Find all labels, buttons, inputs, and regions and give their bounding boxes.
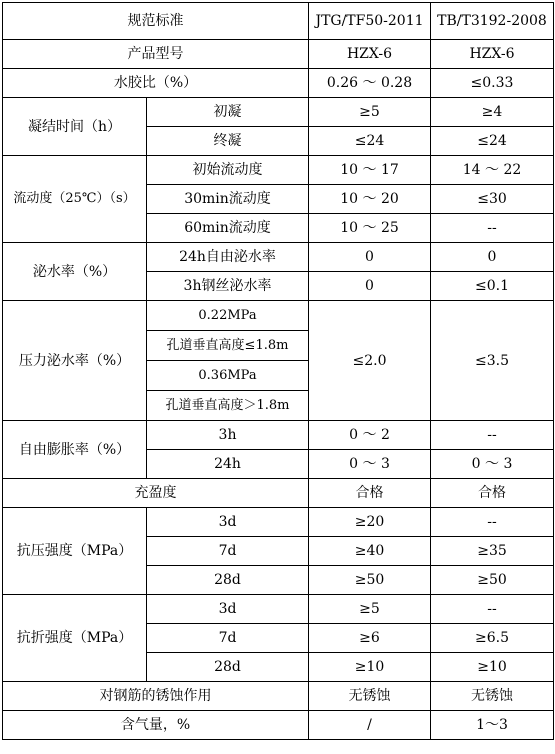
bleeding-v1: 0 [309, 243, 431, 272]
pressure-sub: 0.22MPa [147, 301, 309, 331]
flexural-row [3, 595, 554, 624]
model-v1: HZX-6 [309, 40, 431, 69]
compressive-label: 抗压强度（MPa） [3, 508, 147, 595]
header-jtg: JTG/TF50-2011 [309, 3, 431, 40]
expansion-v1: 0 ～ 3 [309, 450, 431, 479]
expansion-label: 自由膨胀率（%） [3, 421, 147, 479]
compressive-v1: ≥40 [309, 537, 431, 566]
bleeding-sub: 24h自由泌水率 [147, 243, 309, 272]
model-label: 产品型号 [3, 40, 309, 69]
bleeding-v2: 0 [431, 243, 554, 272]
air-v2: 1～3 [431, 711, 554, 740]
expansion-v1: 0 ～ 2 [309, 421, 431, 450]
wc-label: 水胶比（%） [3, 69, 309, 98]
bleeding-row [3, 243, 554, 272]
fullness-label: 充盈度 [3, 479, 309, 508]
compressive-sub: 28d [147, 566, 309, 595]
wc-row [3, 69, 554, 98]
wc-v2: ≤0.33 [431, 69, 554, 98]
fluidity-sub: 30min流动度 [147, 185, 309, 214]
air-v1: / [309, 711, 431, 740]
fluidity-v1: 10 ～ 20 [309, 185, 431, 214]
setting-v2: ≥4 [431, 98, 554, 127]
compressive-sub: 7d [147, 537, 309, 566]
pressure-v1: ≤2.0 [309, 301, 431, 421]
bleeding-sub: 3h钢丝泌水率 [147, 272, 309, 301]
fluidity-row [3, 156, 554, 185]
setting-v1: ≤24 [309, 127, 431, 156]
flexural-sub: 3d [147, 595, 309, 624]
setting-v1: ≥5 [309, 98, 431, 127]
header-row [3, 3, 554, 40]
bleeding-v2: ≤0.1 [431, 272, 554, 301]
corrosion-v1: 无锈蚀 [309, 682, 431, 711]
fluidity-v1: 10 ～ 25 [309, 214, 431, 243]
expansion-v2: 0 ～ 3 [431, 450, 554, 479]
flexural-label: 抗折强度（MPa） [3, 595, 147, 682]
fluidity-sub: 初始流动度 [147, 156, 309, 185]
fluidity-v2: 14 ～ 22 [431, 156, 554, 185]
pressure-sub: 孔道垂直高度＞1.8m [147, 391, 309, 421]
setting-v2: ≤24 [431, 127, 554, 156]
flexural-v2: -- [431, 595, 554, 624]
compressive-sub: 3d [147, 508, 309, 537]
air-label: 含气量，% [3, 711, 309, 740]
fullness-v2: 合格 [431, 479, 554, 508]
setting-row [3, 98, 554, 127]
pressure-v2: ≤3.5 [431, 301, 554, 421]
expansion-row [3, 421, 554, 450]
bleeding-label: 泌水率（%） [3, 243, 147, 301]
expansion-sub: 3h [147, 421, 309, 450]
spec-table [2, 2, 554, 740]
setting-sub: 初凝 [147, 98, 309, 127]
pressure-label: 压力泌水率（%） [3, 301, 147, 421]
pressure-row [3, 301, 554, 331]
compressive-v1: ≥50 [309, 566, 431, 595]
air-row [3, 711, 554, 740]
corrosion-v2: 无锈蚀 [431, 682, 554, 711]
flexural-v2: ≥10 [431, 653, 554, 682]
bleeding-v1: 0 [309, 272, 431, 301]
flexural-v1: ≥5 [309, 595, 431, 624]
compressive-v1: ≥20 [309, 508, 431, 537]
flexural-v1: ≥10 [309, 653, 431, 682]
model-row [3, 40, 554, 69]
model-v2: HZX-6 [431, 40, 554, 69]
wc-v1: 0.26 ～ 0.28 [309, 69, 431, 98]
compressive-v2: -- [431, 508, 554, 537]
flexural-sub: 28d [147, 653, 309, 682]
compressive-v2: ≥35 [431, 537, 554, 566]
setting-label: 凝结时间（h） [3, 98, 147, 156]
corrosion-label: 对钢筋的锈蚀作用 [3, 682, 309, 711]
expansion-v2: -- [431, 421, 554, 450]
setting-sub: 终凝 [147, 127, 309, 156]
expansion-sub: 24h [147, 450, 309, 479]
fullness-v1: 合格 [309, 479, 431, 508]
flexural-sub: 7d [147, 624, 309, 653]
fullness-row [3, 479, 554, 508]
corrosion-row [3, 682, 554, 711]
pressure-sub: 0.36MPa [147, 361, 309, 391]
compressive-row [3, 508, 554, 537]
fluidity-v2: -- [431, 214, 554, 243]
flexural-v1: ≥6 [309, 624, 431, 653]
flexural-v2: ≥6.5 [431, 624, 554, 653]
pressure-sub: 孔道垂直高度≤1.8m [147, 331, 309, 361]
fluidity-v1: 10 ～ 17 [309, 156, 431, 185]
fluidity-v2: ≤30 [431, 185, 554, 214]
fluidity-label: 流动度（25℃）（s） [3, 156, 147, 243]
compressive-v2: ≥50 [431, 566, 554, 595]
header-standard: 规范标准 [3, 3, 309, 40]
fluidity-sub: 60min流动度 [147, 214, 309, 243]
header-tb: TB/T3192-2008 [431, 3, 554, 40]
